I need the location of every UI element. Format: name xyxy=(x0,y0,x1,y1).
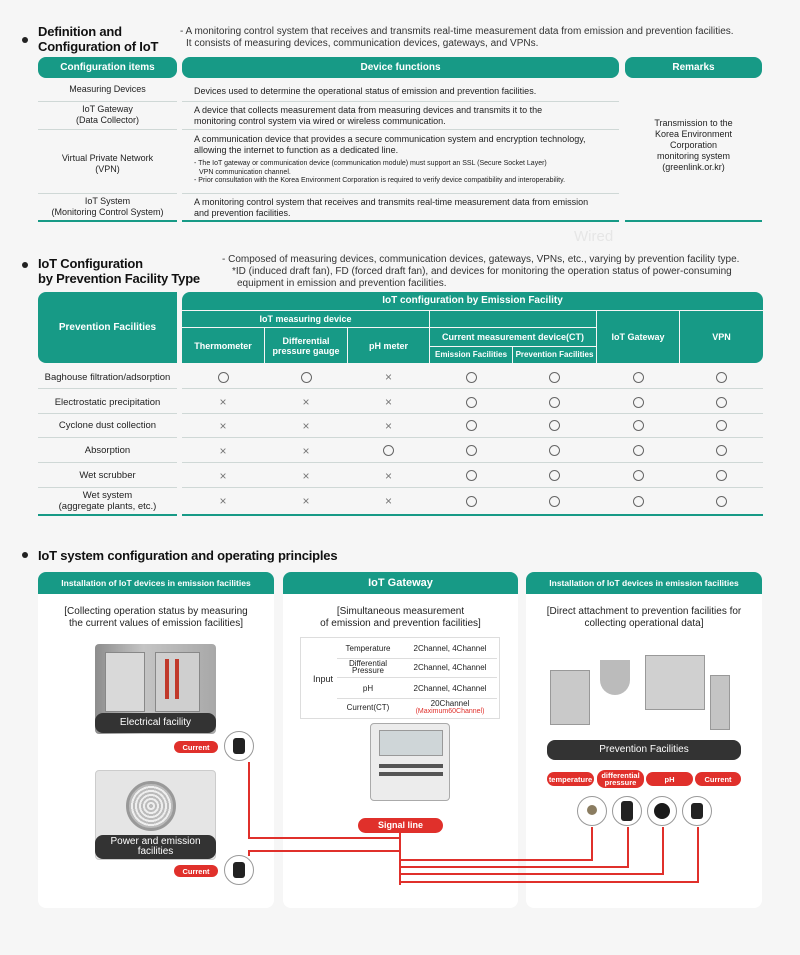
signal-wire-drop-4 xyxy=(697,827,699,883)
col-ph-meter: pH meter xyxy=(348,328,429,363)
signal-wire-right-3 xyxy=(399,873,663,875)
cross-mark-icon: × xyxy=(219,494,227,508)
signal-wire-left-1-h xyxy=(248,837,400,839)
prevention-facilities-label: Prevention Facilities xyxy=(547,740,741,760)
signal-wire-drop-2 xyxy=(627,827,629,868)
circle-mark-icon xyxy=(680,464,763,487)
prevention-facility-image xyxy=(545,650,745,735)
facility-row-name: Wet scrubber xyxy=(79,470,136,481)
section2-description: - Composed of measuring devices, communication devices, gateways, VPNs, etc., varying by prevention facility type. *ID (induced draft fan), FD (forced draft fan), and devices for monitoring the operation status of power-consuming equipment in emission and prevention facilities. xyxy=(222,254,740,289)
circle-mark-icon xyxy=(430,391,512,413)
tag-ph: pH xyxy=(646,772,693,786)
tag-differential-pressure: differential pressure xyxy=(597,770,644,788)
gateway-input-name: Temperature xyxy=(345,644,391,653)
gateway-input-name: pH xyxy=(362,684,374,693)
row-iot-gateway-item: IoT Gateway (Data Collector) xyxy=(75,104,140,125)
middle-panel-tab: IoT Gateway xyxy=(283,572,518,594)
current-clamp-icon-1 xyxy=(224,731,254,761)
temperature-sensor-icon xyxy=(577,796,607,826)
circle-mark-icon xyxy=(513,439,596,462)
signal-wire-right-4 xyxy=(399,881,698,883)
power-facility-label: Power and emission facilities xyxy=(95,835,216,859)
gateway-input-value: 2Channel, 4Channel xyxy=(413,684,487,693)
gateway-input-value: 20Channel (Maximum60Channel) xyxy=(415,699,485,715)
signal-wire-left-1-v xyxy=(248,762,250,838)
watermark-wired: Wired xyxy=(574,228,614,245)
facility-row-name: Wet system (aggregate plants, etc.) xyxy=(58,490,157,512)
signal-wire-left-2-h xyxy=(248,850,400,852)
row-measuring-devices-item: Measuring Devices xyxy=(69,84,146,94)
circle-mark-icon xyxy=(680,439,763,462)
facility-row-name: Electrostatic precipitation xyxy=(54,396,161,408)
cross-mark-icon: × xyxy=(302,443,310,458)
gateway-input-name: Differential Pressure xyxy=(348,659,388,675)
circle-mark-icon xyxy=(680,366,763,388)
col-differential-pressure: Differential pressure gauge xyxy=(265,328,347,363)
current-clamp-icon-3 xyxy=(682,796,712,826)
cross-mark-icon: × xyxy=(302,468,310,483)
circle-mark-icon xyxy=(680,391,763,413)
circle-mark-icon xyxy=(265,366,347,388)
ph-meter-icon xyxy=(647,796,677,826)
circle-mark-icon xyxy=(597,488,679,514)
circle-mark-icon xyxy=(430,464,512,487)
right-panel-tab: Installation of IoT devices in emission facilities xyxy=(526,572,762,594)
circle-mark-icon xyxy=(597,439,679,462)
signal-wire-drop-3 xyxy=(662,827,664,875)
circle-mark-icon xyxy=(513,414,596,437)
gateway-input-name: Current(CT) xyxy=(346,703,390,712)
gateway-device-image xyxy=(370,723,450,801)
cross-mark-icon: × xyxy=(219,468,227,483)
left-panel-tab: Installation of IoT devices in emission facilities xyxy=(38,572,274,594)
right-caption: [Direct attachment to prevention facilities for collecting operational data] xyxy=(546,606,742,629)
facility-row-name: Absorption xyxy=(84,445,131,456)
facility-row-name: Baghouse filtration/adsorption xyxy=(44,371,171,383)
gateway-input-table: Input Temperature 2Channel, 4Channel Differential Pressure 2Channel, 4Channel pH 2Channel, 4Channel Current(CT) 20Channel (Maximum60Channel) xyxy=(300,637,500,719)
cross-mark-icon: × xyxy=(302,494,310,508)
circle-mark-icon xyxy=(597,464,679,487)
header-current-measurement: Current measurement device(CT) xyxy=(430,328,596,346)
col-prevention-facilities: Prevention Facilities xyxy=(513,347,596,363)
row-vpn-item: Virtual Private Network (VPN) xyxy=(61,153,154,174)
circle-mark-icon xyxy=(513,488,596,514)
gateway-input-value: 2Channel, 4Channel xyxy=(413,644,487,653)
circle-mark-icon xyxy=(430,366,512,388)
header-configuration-items: Configuration items xyxy=(38,57,177,78)
header-iot-measuring-device: IoT measuring device xyxy=(182,311,429,327)
cross-mark-icon: × xyxy=(384,468,392,483)
left-current-tag-1: Current xyxy=(174,741,218,753)
cross-mark-icon: × xyxy=(302,418,310,433)
col-vpn: VPN xyxy=(680,311,763,363)
section1-description: - A monitoring control system that receives and transmits real-time measurement data from emission and prevention facilities. It consists of measuring devices, communication devices, gateways, and VPNs. xyxy=(180,26,734,49)
row-iot-gateway-function: A device that collects measurement data from measuring devices and transmits it to the monitoring control system via wired or wireless communication. xyxy=(194,105,543,126)
header-remarks: Remarks xyxy=(625,57,762,78)
col-emission-facilities: Emission Facilities xyxy=(430,347,512,363)
header-device-functions: Device functions xyxy=(182,57,619,78)
row-iot-system-item: IoT System (Monitoring Control System) xyxy=(51,196,164,217)
differential-pressure-gauge-icon xyxy=(612,796,642,826)
cross-mark-icon: × xyxy=(384,395,392,409)
row-measuring-devices-function: Devices used to determine the operational status of emission and prevention facilities. xyxy=(194,86,537,96)
section3-bullet xyxy=(22,552,28,558)
header-prevention-facilities: Prevention Facilities xyxy=(38,292,177,363)
cross-mark-icon: × xyxy=(384,370,392,384)
electrical-facility-label: Electrical facility xyxy=(95,713,216,733)
col-thermometer: Thermometer xyxy=(182,328,264,363)
middle-caption: [Simultaneous measurement of emission and prevention facilities] xyxy=(320,606,481,629)
left-current-tag-2: Current xyxy=(174,865,218,877)
row-vpn-function: A communication device that provides a secure communication system and encryption technology, allowing the internet to function as a dedicated line. - The IoT gateway or communication device (communication module) must support an SSL (Secure Socket Layer) VPN communication channel. - Prior consultation with the Korea Environment Corporation is required to verify device compatibility and interoperability. xyxy=(194,134,586,184)
current-clamp-icon-2 xyxy=(224,855,254,885)
circle-mark-icon xyxy=(597,391,679,413)
cross-mark-icon: × xyxy=(384,494,392,508)
circle-mark-icon xyxy=(513,366,596,388)
cross-mark-icon: × xyxy=(302,395,310,409)
circle-mark-icon xyxy=(348,439,429,462)
facility-row-name: Cyclone dust collection xyxy=(58,420,157,431)
header-iot-configuration: IoT configuration by Emission Facility xyxy=(182,292,763,310)
signal-wire-drop-1 xyxy=(591,827,593,861)
tag-temperature: temperature xyxy=(547,772,594,786)
tag-current: Current xyxy=(695,772,741,786)
signal-wire-right-2 xyxy=(399,866,628,868)
gateway-input-value: 2Channel, 4Channel xyxy=(413,663,487,672)
circle-mark-icon xyxy=(430,439,512,462)
circle-mark-icon xyxy=(597,414,679,437)
circle-mark-icon xyxy=(680,414,763,437)
section2-title: IoT Configuration by Prevention Facility Type xyxy=(38,256,200,286)
signal-wire-right-1 xyxy=(399,859,592,861)
left-caption: [Collecting operation status by measuring the current values of emission facilities] xyxy=(64,606,248,629)
section1-title: Definition and Configuration of IoT xyxy=(38,24,159,54)
circle-mark-icon xyxy=(680,488,763,514)
row-iot-system-function: A monitoring control system that receives and transmits real-time measurement data from emission and prevention facilities. xyxy=(194,197,589,218)
section2-bullet xyxy=(22,262,28,268)
cross-mark-icon: × xyxy=(219,443,227,458)
cross-mark-icon: × xyxy=(384,418,392,433)
circle-mark-icon xyxy=(597,366,679,388)
cross-mark-icon: × xyxy=(219,395,227,409)
circle-mark-icon xyxy=(430,488,512,514)
circle-mark-icon xyxy=(182,366,264,388)
circle-mark-icon xyxy=(513,464,596,487)
remarks-text: Transmission to the Korea Environment Corporation monitoring system (greenlink.or.kr) xyxy=(654,118,733,172)
cross-mark-icon: × xyxy=(219,418,227,433)
circle-mark-icon xyxy=(430,414,512,437)
circle-mark-icon xyxy=(513,391,596,413)
signal-line-label: Signal line xyxy=(358,818,443,833)
col-iot-gateway: IoT Gateway xyxy=(597,311,679,363)
header-iot-measuring-spacer xyxy=(430,311,596,327)
section3-title: IoT system configuration and operating principles xyxy=(38,548,338,563)
section1-bullet xyxy=(22,37,28,43)
